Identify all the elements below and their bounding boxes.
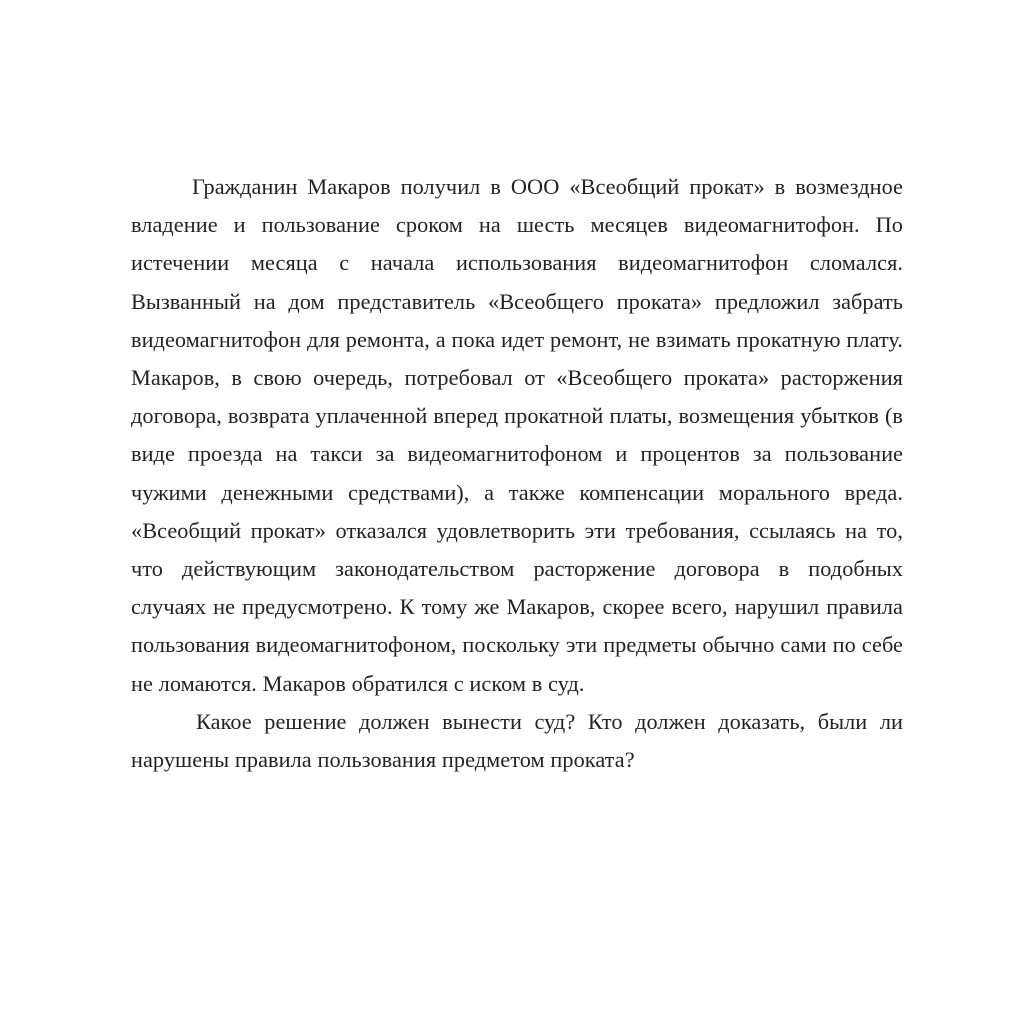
paragraph-case-questions: Какое решение должен вынести суд? Кто должен доказать, были ли нарушены правила пользования предметом проката? bbox=[131, 708, 903, 773]
document-text-body bbox=[131, 168, 903, 779]
paragraph-case-facts: Гражданин Макаров получил в ООО «Всеобщий прокат» в возмездное владение и пользование сроком на шесть месяцев видеомагнитофон. По истечении месяца с начала использования видеомагнитофон сломался. Вызванный на дом представитель «Всеобщего проката» предложил забрать видеомагнитофон для ремонта, а пока идет ремонт, не взимать прокатную плату. Макаров, в свою очередь, потребовал от «Всеобщего проката» расторжения договора, возврата уплаченной вперед прокатной платы, возмещения убытков (в виде проезда на такси за видеомагнитофоном и процентов за пользование чужими денежными средствами), а также компенсации морального вреда. «Всеобщий прокат» отказался удовлетворить эти требования, ссылаясь на то, что действующим законодательством расторжение договора в подобных случаях не предусмотрено. К тому же Макаров, скорее всего, нарушил правила пользования видеомагнитофоном, поскольку эти предметы обычно сами по себе не ломаются. Макаров обратился с иском в суд. bbox=[131, 174, 903, 696]
